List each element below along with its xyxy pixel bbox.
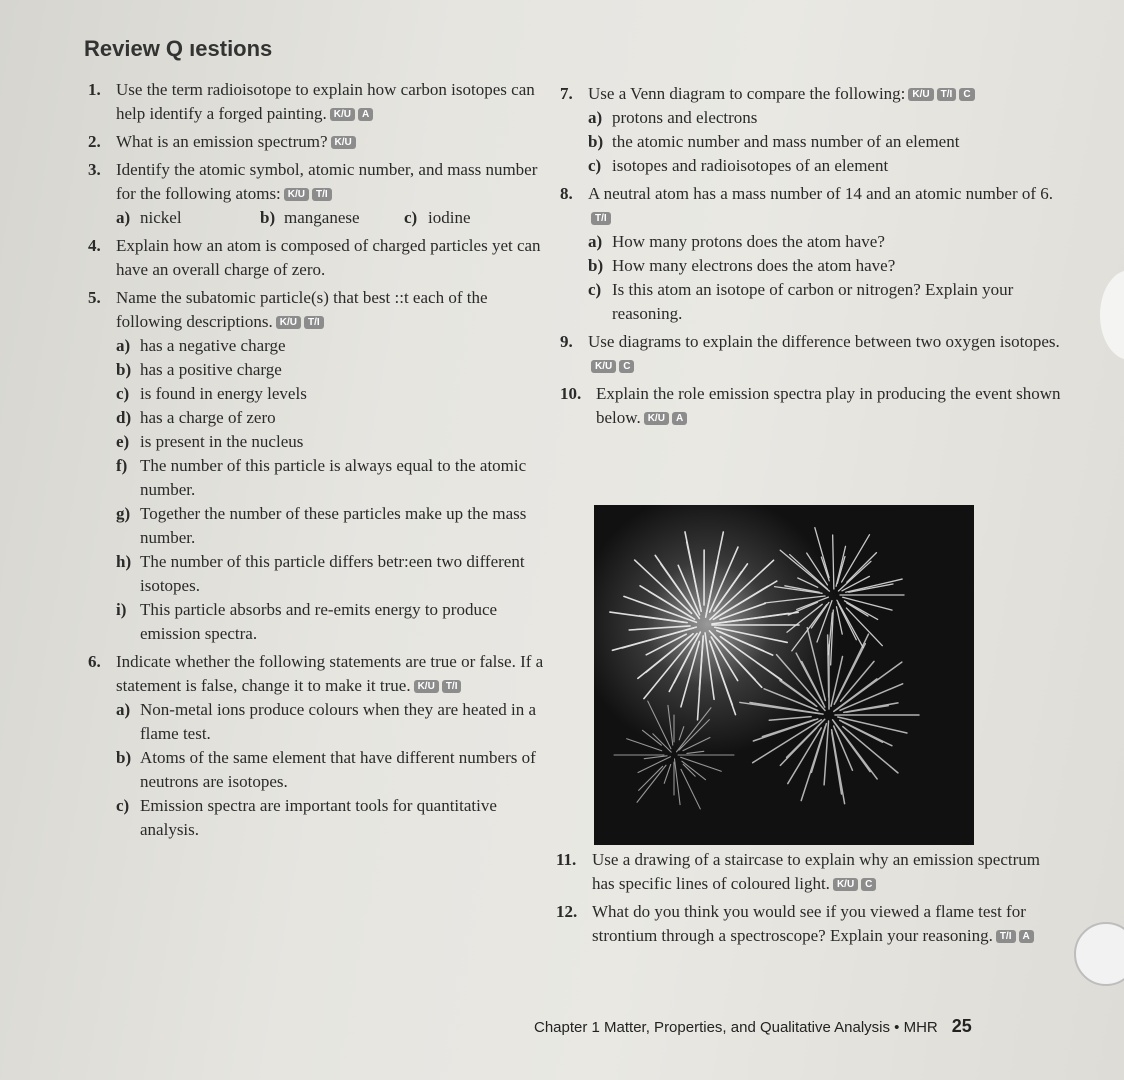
sub-text: protons and electrons [612,108,758,127]
question-item [88,130,548,154]
firework-streak [836,644,866,702]
sub-letter: i) [116,600,127,619]
question-text: Use a Venn diagram to compare the following: [588,84,906,103]
sub-text: The number of this particle differs betr:een two different isotopes. [140,552,525,595]
firework-streak [646,636,691,673]
sub-item [116,698,548,746]
sub-item [116,746,548,794]
firework-streak [648,701,671,749]
sub-text: is found in energy levels [140,384,307,403]
skill-badge: T/I [591,212,611,225]
question-number: 1. [88,80,101,99]
fireworks-photo [594,505,974,845]
sub-letter: c) [116,384,130,403]
skill-badge: T/I [442,680,462,693]
skill-badge: K/U [331,136,356,149]
question-item [560,382,1070,430]
question-text: Explain how an atom is composed of charged particles yet can have an overall charge of zero. [116,236,541,279]
sub-letter: b) [116,360,132,379]
firework-streak [775,587,823,594]
question-item [88,286,548,646]
skill-badge: T/I [304,316,324,329]
sub-letter: c) [588,280,602,299]
question-number: 8. [560,184,573,203]
firework-streak [849,584,893,592]
question-item [88,234,548,282]
firework-streak [642,730,661,745]
question-item [88,650,548,842]
sub-text: manganese [284,208,360,227]
firework-streak [668,705,673,745]
question-text: What is an emission spectrum? [116,132,328,151]
sub-text: the atomic number and mass number of an element [612,132,960,151]
question-number: 6. [88,652,101,671]
firework-streak [750,702,820,713]
question-text: What do you think you would see if you viewed a flame test for strontium through a spectroscope? Explain your reasoning. [592,902,1026,945]
question-text: Use diagrams to explain the difference between two oxygen isotopes. [588,332,1060,351]
question-text: Use a drawing of a staircase to explain why an emission spectrum has specific lines of coloured light. [592,850,1041,893]
page-footer [534,1016,972,1037]
firework-streak [769,717,811,721]
sub-text: has a charge of zero [140,408,276,427]
sub-letter: c) [404,208,418,227]
sub-list [116,206,548,230]
firework-streak [682,761,706,779]
sub-item [116,794,548,842]
sub-text: How many protons does the atom have? [612,232,885,251]
sub-text: Emission spectra are important tools for quantitative analysis. [140,796,497,839]
sub-item [116,502,548,550]
page-edge-shadow [1100,270,1124,360]
question-item [88,78,548,126]
firework-streak [847,706,888,713]
sub-text: is present in the nucleus [140,432,304,451]
sub-item [116,206,260,230]
sub-item [260,206,404,230]
sub-item [116,382,548,406]
firework-streak [846,579,902,592]
sub-list [116,334,548,646]
skill-badge: K/U [644,412,669,425]
skill-badge: A [1019,930,1034,943]
firework-streak [836,546,845,586]
firework-streak [836,662,902,710]
sub-letter: c) [588,156,602,175]
question-number: 4. [88,236,101,255]
firework-streak [844,601,877,620]
question-number: 12. [556,902,578,921]
skill-badge: C [959,88,974,101]
sub-letter: a) [116,700,131,719]
firework-streak [838,561,871,591]
skill-badge: A [672,412,687,425]
sub-item [588,130,1070,154]
question-item [556,848,1056,896]
right-column [560,82,1070,434]
question-number: 10. [560,384,582,403]
question-text: A neutral atom has a mass number of 14 and an atomic number of 6. [588,184,1054,203]
firework-streak [687,542,701,609]
sub-text: This particle absorbs and re-emits energy to produce emission spectra. [140,600,498,643]
firework-streak [834,722,870,771]
firework-streak [833,535,834,589]
sub-letter: a) [116,208,131,227]
question-item [560,82,1070,178]
left-column [88,78,548,846]
sub-letter: b) [588,132,604,151]
firework-streak [674,759,680,805]
sub-text: nickel [140,208,182,227]
question-text: Explain the role emission spectra play in producing the event shown below. [596,384,1061,427]
sub-item [116,598,548,646]
firework-streak [780,550,829,591]
sub-item [404,206,548,230]
skill-badge: A [358,108,373,121]
firework-streak [627,739,662,751]
sub-text: has a positive charge [140,360,282,379]
sub-letter: b) [260,208,276,227]
sub-item [588,254,1070,278]
question-item [560,182,1070,326]
firework-streak [815,528,829,578]
skill-badge: T/I [937,88,957,101]
firework-streak [847,553,877,583]
sub-letter: b) [588,256,604,275]
skill-badge: T/I [312,188,332,201]
sub-list [588,230,1070,326]
sub-list [116,698,548,842]
sub-letter: g) [116,504,131,523]
firework-streak [683,737,710,750]
question-number: 7. [560,84,573,103]
sub-text: has a negative charge [140,336,286,355]
question-item [556,900,1056,948]
sub-letter: a) [116,336,131,355]
sub-letter: b) [116,748,132,767]
sub-letter: a) [588,108,603,127]
skill-badge: T/I [996,930,1016,943]
question-item [560,330,1070,378]
sub-item [588,106,1070,130]
question-number: 3. [88,160,101,179]
sub-text: Is this atom an isotope of carbon or nitrogen? Explain your reasoning. [612,280,1014,323]
firework-streak [687,751,704,753]
sub-text: How many electrons does the atom have? [612,256,896,275]
skill-badge: K/U [591,360,616,373]
footer-chapter: Chapter 1 Matter, Properties, and Qualitative Analysis • MHR [534,1019,938,1036]
section-heading: Review Q ıestions [84,36,273,61]
sub-item [588,154,1070,178]
skill-badge: C [861,878,876,891]
sub-list [588,106,1070,178]
sub-item [116,454,548,502]
sub-item [116,334,548,358]
sub-letter: e) [116,432,130,451]
skill-badge: K/U [276,316,301,329]
sub-item [116,430,548,454]
sub-text: Non-metal ions produce colours when they are heated in a flame test. [140,700,537,743]
question-text: Indicate whether the following statements are true or false. If a statement is false, change it to make it true. [116,652,544,695]
sub-item [588,230,1070,254]
sub-item [116,406,548,430]
firework-streak [681,769,700,809]
firework-streak [698,639,704,720]
question-number: 11. [556,850,577,869]
sub-letter: f) [116,456,128,475]
question-text: Name the subatomic particle(s) that best ::t each of the following descriptions. [116,288,488,331]
firework-streak [840,684,903,711]
question-number: 2. [88,132,101,151]
sub-item [116,550,548,598]
skill-badge: K/U [284,188,309,201]
firework-streak [788,602,817,615]
firework-streak [638,757,670,773]
firework-streak [644,756,667,759]
sub-letter: h) [116,552,132,571]
sub-item [116,358,548,382]
sub-text: Atoms of the same element that have different numbers of neutrons are isotopes. [140,748,536,791]
question-text: Use the term radioisotope to explain how carbon isotopes can help identify a forged painting. [116,80,535,123]
question-number: 9. [560,332,573,351]
firework-streak [629,626,690,630]
sub-text: Together the number of these particles make up the mass number. [140,504,527,547]
firework-streak [847,603,868,616]
skill-badge: K/U [414,680,439,693]
firework-streak [801,726,825,800]
sub-letter: d) [116,408,132,427]
question-number: 5. [88,288,101,307]
sub-text: The number of this particle is always equal to the atomic number. [140,456,527,499]
firework-streak [622,628,693,648]
fireworks-illustration [594,505,974,845]
skill-badge: K/U [330,108,355,121]
firework-streak [664,764,671,783]
sub-letter: c) [116,796,130,815]
sub-text: iodine [428,208,471,227]
circle-icon [1074,922,1124,986]
sub-letter: a) [588,232,603,251]
sub-item [588,278,1070,326]
question-text: Identify the atomic symbol, atomic number, and mass number for the following atoms: [116,160,538,203]
sub-text: isotopes and radioisotopes of an element [612,156,889,175]
skill-badge: K/U [833,878,858,891]
firework-streak [716,586,768,618]
bottom-right-column [556,848,1056,952]
firework-streak [679,727,684,740]
skill-badge: K/U [908,88,933,101]
skill-badge: C [619,360,634,373]
page-number: 25 [951,1016,972,1036]
question-item [88,158,548,230]
